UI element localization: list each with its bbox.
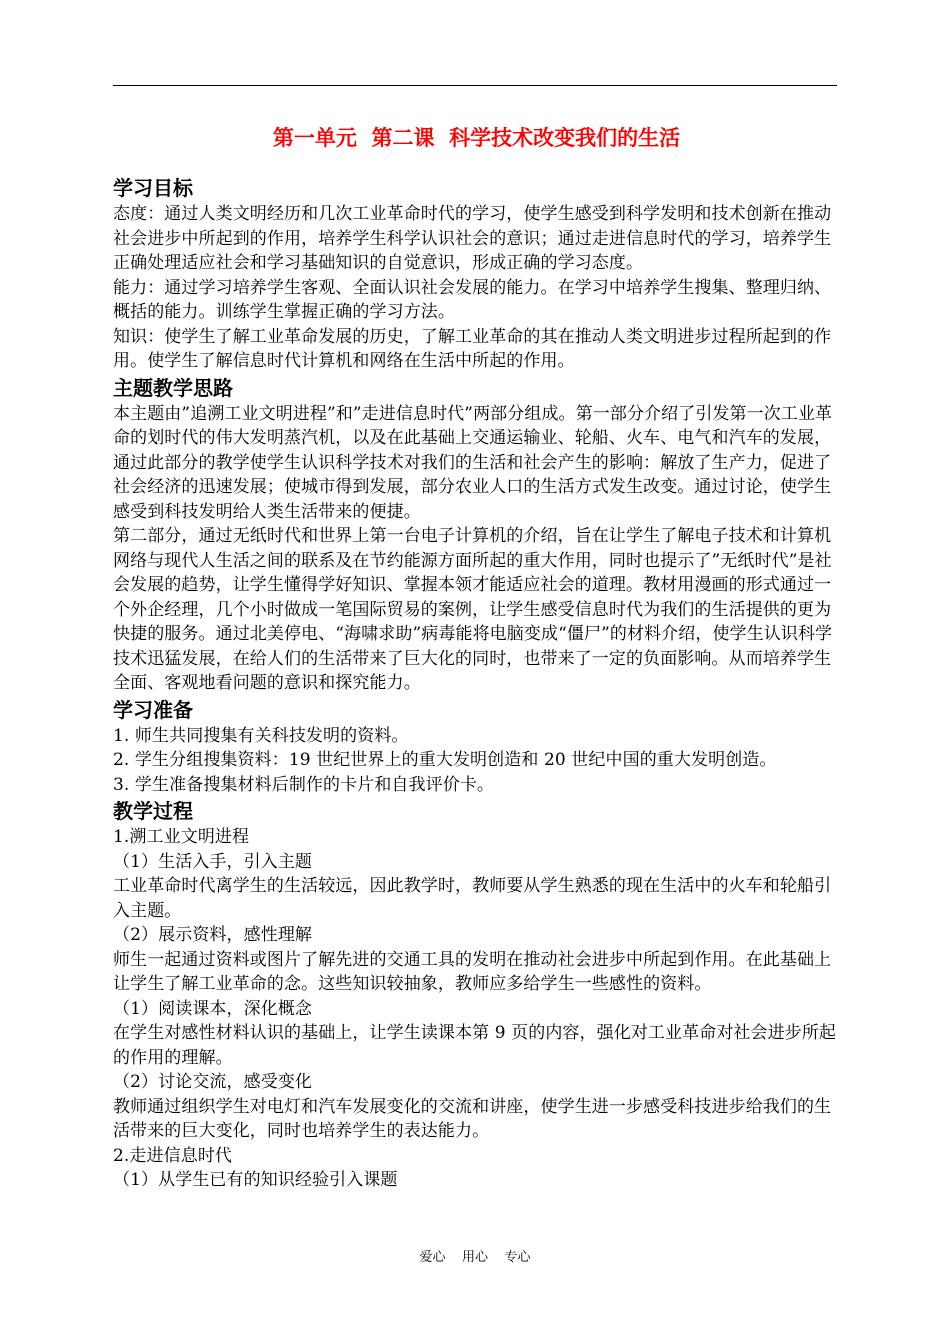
- document-body: [113, 120, 840, 1193]
- list-item: 2. 学生分组搜集资料：19 世纪世界上的重大发明创造和 20 世纪中国的重大发明创造。: [113, 750, 777, 770]
- section-heading: 教学过程: [113, 799, 193, 823]
- document-title: 第一单元 第二课 科学技术改变我们的生活: [272, 126, 681, 150]
- paragraph: （2）展示资料，感性理解: [113, 925, 313, 945]
- section-heading: 学习准备: [113, 697, 193, 722]
- paragraph: （2）讨论交流，感受变化: [113, 1072, 313, 1092]
- paragraph: 在学生对感性材料认识的基础上，让学生读课本第 9 页的内容，强化对工业革命对社会进步所起的作用的理解。: [113, 1023, 837, 1068]
- paragraph: 师生一起通过资料或图片了解先进的交通工具的发明在推动社会进步中所起到作用。在此基础上让学生了解工业革命的念。这些知识较抽象，教师应多给学生一些感性的资料。: [113, 949, 832, 994]
- paragraph: 2.走进信息时代: [113, 1145, 233, 1166]
- list-item: 1. 师生共同搜集有关科技发明的资料。: [113, 725, 409, 746]
- paragraph: （1）生活入手，引入主题: [113, 851, 313, 872]
- section-heading: 学习目标: [113, 176, 193, 200]
- header-rule: [113, 85, 837, 86]
- paragraph: 第二部分，通过无纸时代和世界上第一台电子计算机的介绍，旨在让学生了解电子技术和计算机网络与现代人生活之间的联系及在节约能源方面所起的重大作用，同时也提示了”无纸时代”是社会发展的趋势，让学生懂得学好知识、掌握本领才能适应社会的道理。教材用漫画的形式通过一个外企经理，几个小时做成一笔国际贸易的案例，让学生感受信息时代为我们的生活提供的更为快捷的服务。通过北美停电、“海啸求助”病毒能将电脑变成“僵尸”的材料介绍，使学生认识科学技术迅猛发展，在给人们的生活带来了巨大化的同时，也带来了一定的负面影响。从而培养学生全面、客观地看问题的意识和探究能力。: [113, 526, 833, 693]
- paragraph: 教师通过组织学生对电灯和汽车发展变化的交流和讲座，使学生进一步感受科技进步给我们的生活带来的巨大变化，同时也培养学生的表达能力。: [113, 1096, 832, 1141]
- list-item: 3. 学生准备搜集材料后制作的卡片和自我评价卡。: [113, 774, 495, 795]
- paragraph: （1）阅读课本，深化概念: [113, 998, 313, 1019]
- paragraph: 本主题由”追溯工业文明进程”和”走进信息时代”两部分组成。第一部分介绍了引发第一次工业革命的划时代的伟大发明蒸汽机，以及在此基础上交通运输业、轮船、火车、电气和汽车的发展，通过此部分的教学使学生认识科学技术对我们的生活和社会产生的影响：解放了生产力，促进了社会经济的迅速发展；使城市得到发展，部分农业人口的生活方式发生改变。通过讨论，使学生感受到科技发明给人类生活带来的便捷。: [113, 403, 833, 522]
- section-heading: 主题教学思路: [113, 375, 233, 400]
- paragraph: 1.溯工业文明进程: [113, 827, 250, 847]
- section-teaching-process: [113, 797, 840, 1193]
- paragraph: 工业革命时代离学生的生活较远，因此教学时，教师要从学生熟悉的现在生活中的火车和轮船引入主题。: [113, 876, 832, 921]
- section-learning-preparation: [113, 696, 840, 798]
- paragraph: 知识：使学生了解工业革命发展的历史，了解工业革命的其在推动人类文明进步过程所起到的作用。使学生了解信息时代计算机和网络在生活中所起的作用。: [113, 326, 832, 371]
- paragraph: 态度：通过人类文明经历和几次工业革命时代的学习，使学生感受到科学发明和技术创新在推动社会进步中所起到的作用，培养学生科学认识社会的意识；通过走进信息时代的学习，培养学生正确处理适应社会和学习基础知识的自觉意识，形成正确的学习态度。: [113, 204, 832, 273]
- paragraph: 能力：通过学习培养学生客观、全面认识社会发展的能力。在学习中培养学生搜集、整理归纳、概括的能力。训练学生掌握正确的学习方法。: [113, 277, 832, 322]
- paragraph: （1）从学生已有的知识经验引入课题: [113, 1170, 398, 1190]
- section-teaching-approach: [113, 374, 840, 696]
- section-learning-objectives: [113, 174, 840, 374]
- page-footer: 爱心 用心 专心: [419, 1250, 531, 1265]
